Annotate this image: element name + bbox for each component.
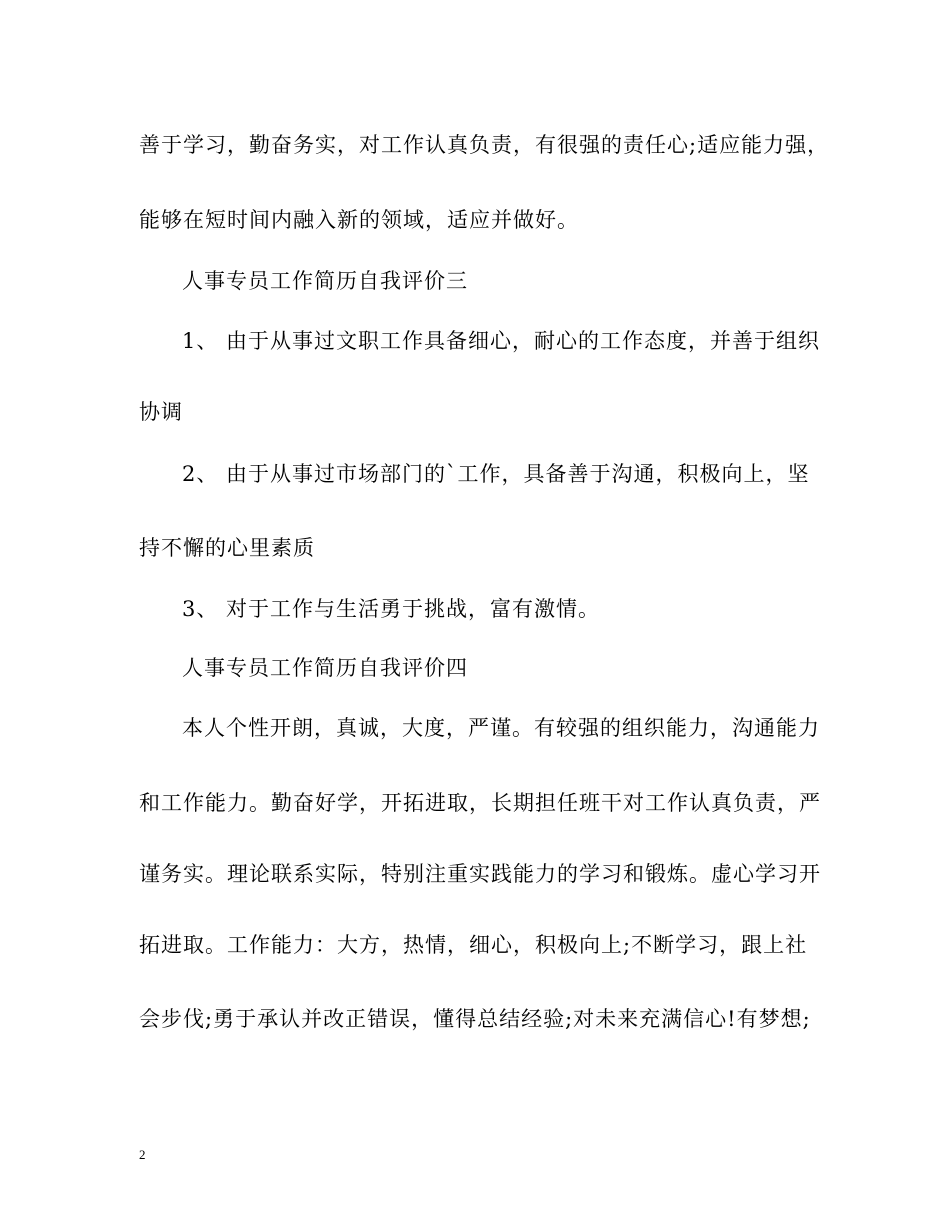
body-line: 和工作能力。勤奋好学，开拓进取，长期担任班干对工作认真负责，严 [139, 791, 821, 815]
body-line: 谨务实。理论联系实际，特别注重实践能力的学习和锻炼。虚心学习开 [139, 862, 821, 886]
list-item: 1、 由于从事过文职工作具备细心，耐心的工作态度，并善于组织 [182, 329, 821, 353]
body-line: 本人个性开朗，真诚，大度，严谨。有较强的组织能力，沟通能力 [182, 716, 820, 740]
body-line: 能够在短时间内融入新的领域，适应并做好。 [139, 208, 579, 232]
body-line: 会步伐;勇于承认并改正错误，懂得总结经验;对未来充满信心!有梦想; [139, 1007, 811, 1031]
body-line: 持不懈的心里素质 [139, 536, 315, 560]
section-heading: 人事专员工作简历自我评价四 [182, 656, 468, 680]
page-number: 2 [139, 1147, 146, 1162]
body-line: 善于学习，勤奋务实，对工作认真负责，有很强的责任心;适应能力强， [139, 133, 830, 157]
list-item: 2、 由于从事过市场部门的`工作，具备善于沟通，积极向上，坚 [182, 462, 810, 486]
list-item: 3、 对于工作与生活勇于挑战，富有激情。 [182, 597, 601, 621]
body-line: 协调 [139, 400, 183, 424]
section-heading: 人事专员工作简历自我评价三 [182, 269, 468, 293]
body-line: 拓进取。工作能力：大方，热情，细心，积极向上;不断学习，跟上社 [139, 933, 808, 957]
